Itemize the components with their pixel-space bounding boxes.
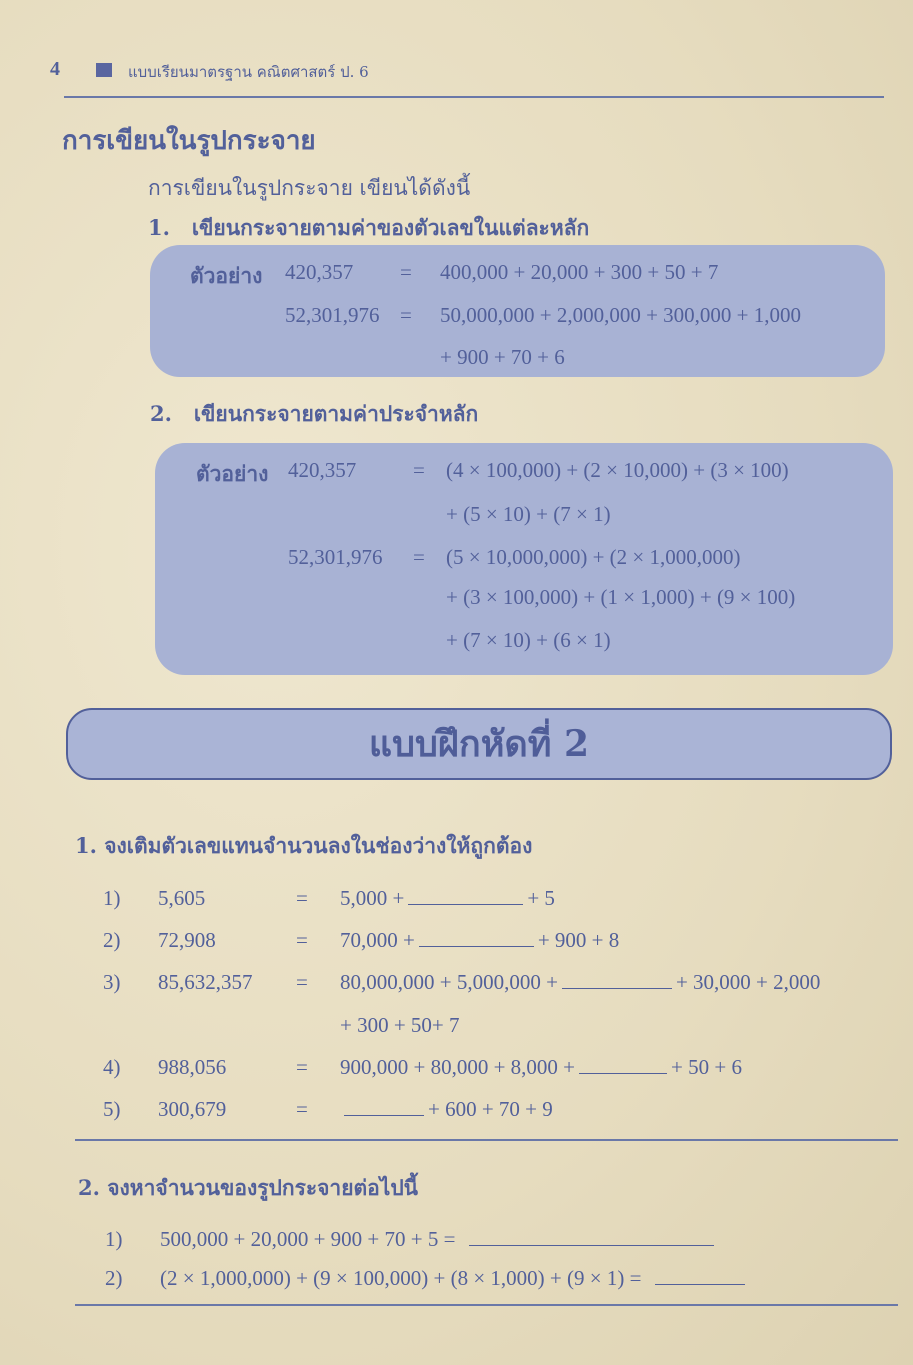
q1-instruction: 1. จงเติมตัวเลขแทนจำนวนลงในช่องว่างให้ถูกต้อง xyxy=(75,833,533,858)
item-label: 2) xyxy=(105,1266,123,1290)
expression-start: 80,000,000 + 5,000,000 + xyxy=(340,970,558,994)
expression-line xyxy=(160,1227,714,1252)
item-number: 5,605 xyxy=(158,886,206,910)
expression-line xyxy=(340,886,555,911)
item-label: 5) xyxy=(103,1097,121,1121)
item-label: 2) xyxy=(103,928,121,952)
expression-end: + 900 + 8 xyxy=(537,928,620,952)
answer-blank[interactable] xyxy=(655,1283,745,1285)
equals-sign: = xyxy=(296,1097,308,1121)
expanded-form: + (3 × 100,000) + (1 × 1,000) + (9 × 100) xyxy=(446,585,796,609)
expanded-form: 400,000 + 20,000 + 300 + 50 + 7 xyxy=(440,260,719,284)
expanded-form: + (7 × 10) + (6 × 1) xyxy=(446,628,611,652)
example-number: 420,357 xyxy=(285,260,354,284)
answer-blank[interactable] xyxy=(344,1114,424,1116)
method1-heading xyxy=(148,212,589,245)
q1-divider xyxy=(75,1139,898,1141)
expression-end: + 50 + 6 xyxy=(671,1055,742,1079)
expression-line xyxy=(340,970,820,995)
expression-line xyxy=(160,1266,745,1291)
item-number: 72,908 xyxy=(158,928,216,952)
example-number: 420,357 xyxy=(288,458,357,482)
method2-number: 2. xyxy=(150,401,172,426)
example-label: ตัวอย่าง xyxy=(196,462,269,486)
item-label: 3) xyxy=(103,970,121,994)
expression-start: 900,000 + 80,000 + 8,000 + xyxy=(340,1055,576,1079)
exercise-banner: แบบฝึกหัดที่ 2 xyxy=(66,708,892,780)
method2-heading xyxy=(150,398,478,431)
expression-end: + 30,000 + 2,000 xyxy=(675,970,821,994)
expression: (2 × 1,000,000) + (9 × 100,000) + (8 × 1,000) + (9 × 1) = xyxy=(160,1266,642,1290)
item-label: 1) xyxy=(105,1227,123,1251)
example-number: 52,301,976 xyxy=(288,545,383,569)
equals-sign: = xyxy=(296,1055,308,1079)
expression-line xyxy=(340,1055,742,1080)
method2-title: เขียนกระจายตามค่าประจำหลัก xyxy=(193,401,479,426)
equals-sign: = xyxy=(400,303,412,327)
method1-title: เขียนกระจายตามค่าของตัวเลขในแต่ละหลัก xyxy=(191,215,590,240)
expanded-form: + (5 × 10) + (7 × 1) xyxy=(446,502,611,526)
expression-start: 70,000 + xyxy=(340,928,415,952)
expanded-form: (5 × 10,000,000) + (2 × 1,000,000) xyxy=(446,545,741,569)
equals-sign: = xyxy=(296,886,308,910)
expanded-form: + 900 + 70 + 6 xyxy=(440,345,565,369)
item-label: 1) xyxy=(103,886,121,910)
q2-divider xyxy=(75,1304,898,1306)
equals-sign: = xyxy=(413,545,425,569)
expanded-form: 50,000,000 + 2,000,000 + 300,000 + 1,000 xyxy=(440,303,802,327)
method1-number: 1. xyxy=(148,215,170,240)
item-label: 4) xyxy=(103,1055,121,1079)
item-number: 300,679 xyxy=(158,1097,227,1121)
example-number: 52,301,976 xyxy=(285,303,380,327)
answer-blank[interactable] xyxy=(469,1244,714,1246)
section-title: การเขียนในรูปกระจาย xyxy=(62,126,316,156)
header-divider xyxy=(64,96,884,98)
book-title: แบบเรียนมาตรฐาน คณิตศาสตร์ ป. 6 xyxy=(128,63,369,81)
item-number: 85,632,357 xyxy=(158,970,253,994)
expression-end: + 5 xyxy=(527,886,555,910)
expression-end: + 600 + 70 + 9 xyxy=(428,1097,553,1121)
q2-instruction: 2. จงหาจำนวนของรูปกระจายต่อไปนี้ xyxy=(78,1175,419,1200)
answer-blank[interactable] xyxy=(562,987,672,989)
expression-line xyxy=(340,928,619,953)
expression: 500,000 + 20,000 + 900 + 70 + 5 = xyxy=(160,1227,456,1251)
answer-blank[interactable] xyxy=(408,903,523,905)
equals-sign: = xyxy=(296,970,308,994)
expanded-form: (4 × 100,000) + (2 × 10,000) + (3 × 100) xyxy=(446,458,789,482)
expression-line xyxy=(340,1097,553,1122)
expression-start: + 300 + 50+ 7 xyxy=(340,1013,460,1037)
equals-sign: = xyxy=(400,260,412,284)
equals-sign: = xyxy=(413,458,425,482)
item-number: 988,056 xyxy=(158,1055,227,1079)
answer-blank[interactable] xyxy=(579,1072,667,1074)
section-intro: การเขียนในรูปกระจาย เขียนได้ดังนี้ xyxy=(148,176,471,200)
answer-blank[interactable] xyxy=(419,945,534,947)
equals-sign: = xyxy=(296,928,308,952)
example-label: ตัวอย่าง xyxy=(190,264,263,288)
page-number: 4 xyxy=(50,58,60,80)
square-bullet-icon xyxy=(96,63,112,77)
expression-start: 5,000 + xyxy=(340,886,405,910)
expression-line xyxy=(340,1013,460,1038)
